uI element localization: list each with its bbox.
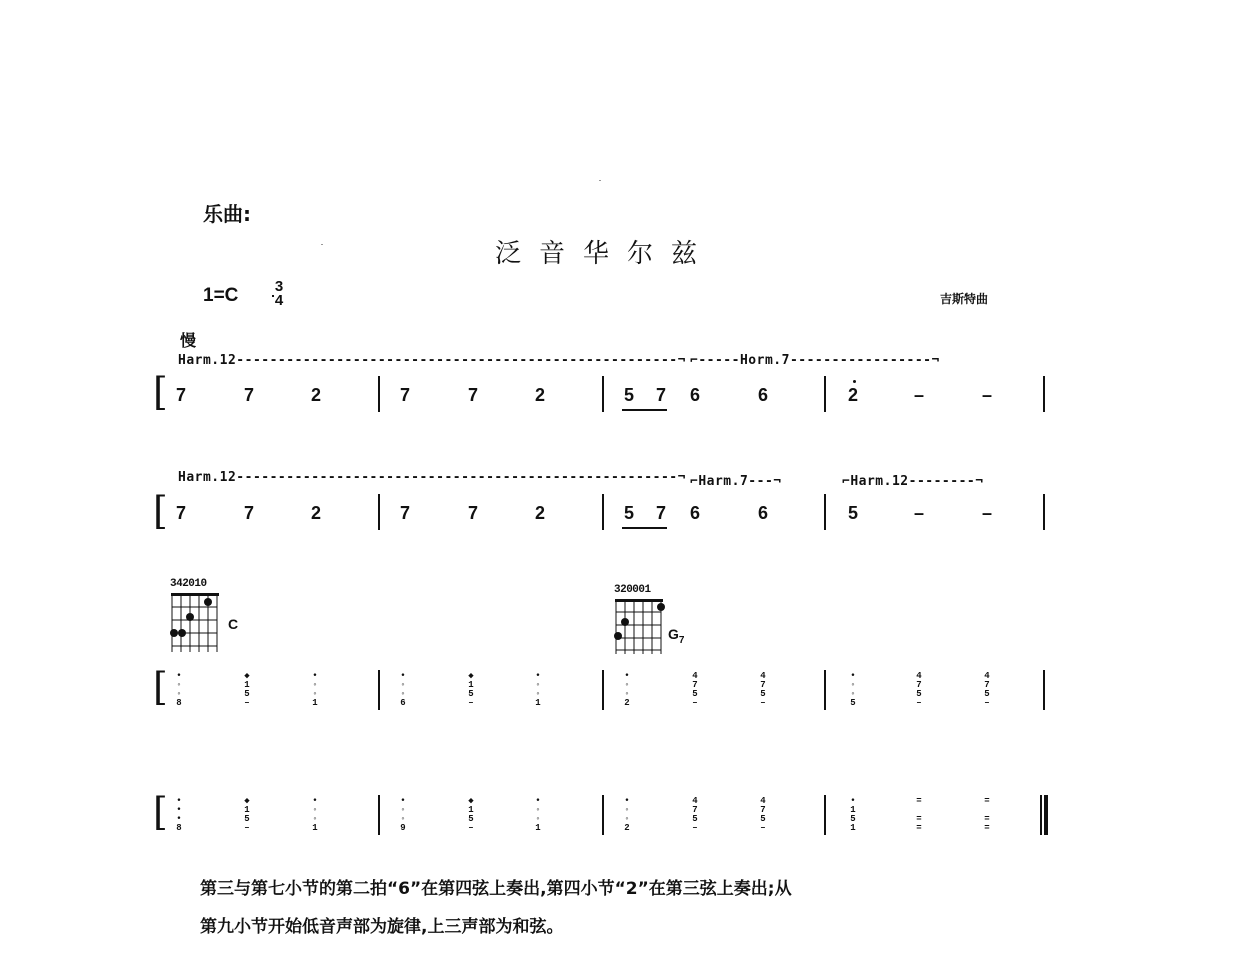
note: 7	[468, 385, 479, 405]
chord-stack: = = =	[984, 796, 990, 833]
chord-stack: 4 7 5 –	[760, 671, 766, 708]
note: 7	[468, 503, 479, 523]
note: 5	[624, 503, 635, 523]
chord-stack: 4 7 5 –	[692, 796, 698, 833]
section-heading: 乐曲:	[203, 202, 251, 226]
chord-diagram-c	[170, 592, 222, 654]
rest-dash: –	[914, 385, 925, 405]
chord-stack: • ◦ ◦ 2	[624, 796, 630, 833]
chord-stack: • ◦ ◦ 1	[312, 796, 318, 833]
note: 5	[624, 385, 635, 405]
note: 6	[690, 385, 701, 405]
chord-name: C	[228, 616, 239, 632]
note: 7	[176, 385, 187, 405]
system-brace: [	[153, 790, 168, 834]
chord-stack: 4 7 5 –	[760, 796, 766, 833]
chord-stack: • ◦ ◦ 1	[535, 671, 541, 708]
footnote-line: 第九小节开始低音声部为旋律,上三声部为和弦。	[200, 917, 564, 937]
chord-stack: ◆ 1 5 –	[244, 796, 250, 833]
harmonic-marking: ⌐Harm.7---¬	[690, 474, 782, 489]
chord-stack: 4 7 5 –	[692, 671, 698, 708]
chord-stack: • ◦ ◦ 9	[400, 796, 406, 833]
tempo-marking: 慢	[180, 331, 197, 350]
note: 7	[656, 385, 667, 405]
rest-dash: –	[914, 503, 925, 523]
rest-dash: –	[982, 385, 993, 405]
composer-credit: 吉斯特曲	[940, 292, 989, 306]
note: 6	[690, 503, 701, 523]
chord-stack: • ◦ ◦ 6	[400, 671, 406, 708]
time-sig-bottom: 4	[274, 292, 284, 309]
system-brace: [	[153, 665, 168, 709]
chord-stack: • ◦ ◦ 5	[850, 671, 856, 708]
chord-stack: ◆ 1 5 –	[468, 671, 474, 708]
chord-stack: • ◦ ◦ 8	[176, 671, 182, 708]
chord-stack: 4 7 5 –	[916, 671, 922, 708]
note: 2	[535, 503, 546, 523]
harmonic-marking: Harm.12-----------------------------------------------------¬	[178, 353, 686, 368]
chord-stack: • 1 5 1	[850, 796, 856, 833]
harmonic-marking: ⌐Harm.12--------¬	[842, 474, 984, 489]
chord-fingering: 320001	[614, 584, 651, 596]
time-signature	[272, 280, 286, 308]
chord-stack: • • • 8	[176, 796, 182, 833]
octave-dot	[853, 380, 856, 383]
note: 7	[656, 503, 667, 523]
chord-stack: • ◦ ◦ 1	[535, 796, 541, 833]
chord-stack: • ◦ ◦ 1	[312, 671, 318, 708]
system-brace: [	[153, 370, 168, 414]
chord-stack: • ◦ ◦ 2	[624, 671, 630, 708]
chord-stack: 4 7 5 –	[984, 671, 990, 708]
chord-stack: ◆ 1 5 –	[468, 796, 474, 833]
chord-name: $G_7$	[668, 626, 685, 646]
key-signature: 1=C	[203, 285, 239, 306]
note: 5	[848, 503, 859, 523]
system-brace: [	[153, 489, 168, 533]
note: 2	[311, 503, 322, 523]
chord-fingering: 342010	[170, 578, 207, 590]
piece-title: 泛音华尔兹	[494, 239, 715, 269]
note: 2	[535, 385, 546, 405]
note: 7	[176, 503, 187, 523]
note: 7	[244, 385, 255, 405]
harmonic-marking: Harm.12-----------------------------------------------------¬	[178, 470, 686, 485]
note: 2	[848, 385, 859, 405]
note: 6	[758, 385, 769, 405]
chord-stack: = = =	[916, 796, 922, 833]
chord-diagram-g7	[614, 598, 666, 656]
note: 6	[758, 503, 769, 523]
note: 2	[311, 385, 322, 405]
note: 7	[244, 503, 255, 523]
note: 7	[400, 503, 411, 523]
note: 7	[400, 385, 411, 405]
footnote-line: 第三与第七小节的第二拍“6”在第四弦上奏出,第四小节“2”在第三弦上奏出;从	[200, 879, 792, 899]
harmonic-marking: ⌐-----Horm.7-----------------¬	[690, 353, 940, 368]
time-sig-top: 3	[274, 278, 284, 295]
chord-stack: ◆ 1 5 –	[244, 671, 250, 708]
rest-dash: –	[982, 503, 993, 523]
